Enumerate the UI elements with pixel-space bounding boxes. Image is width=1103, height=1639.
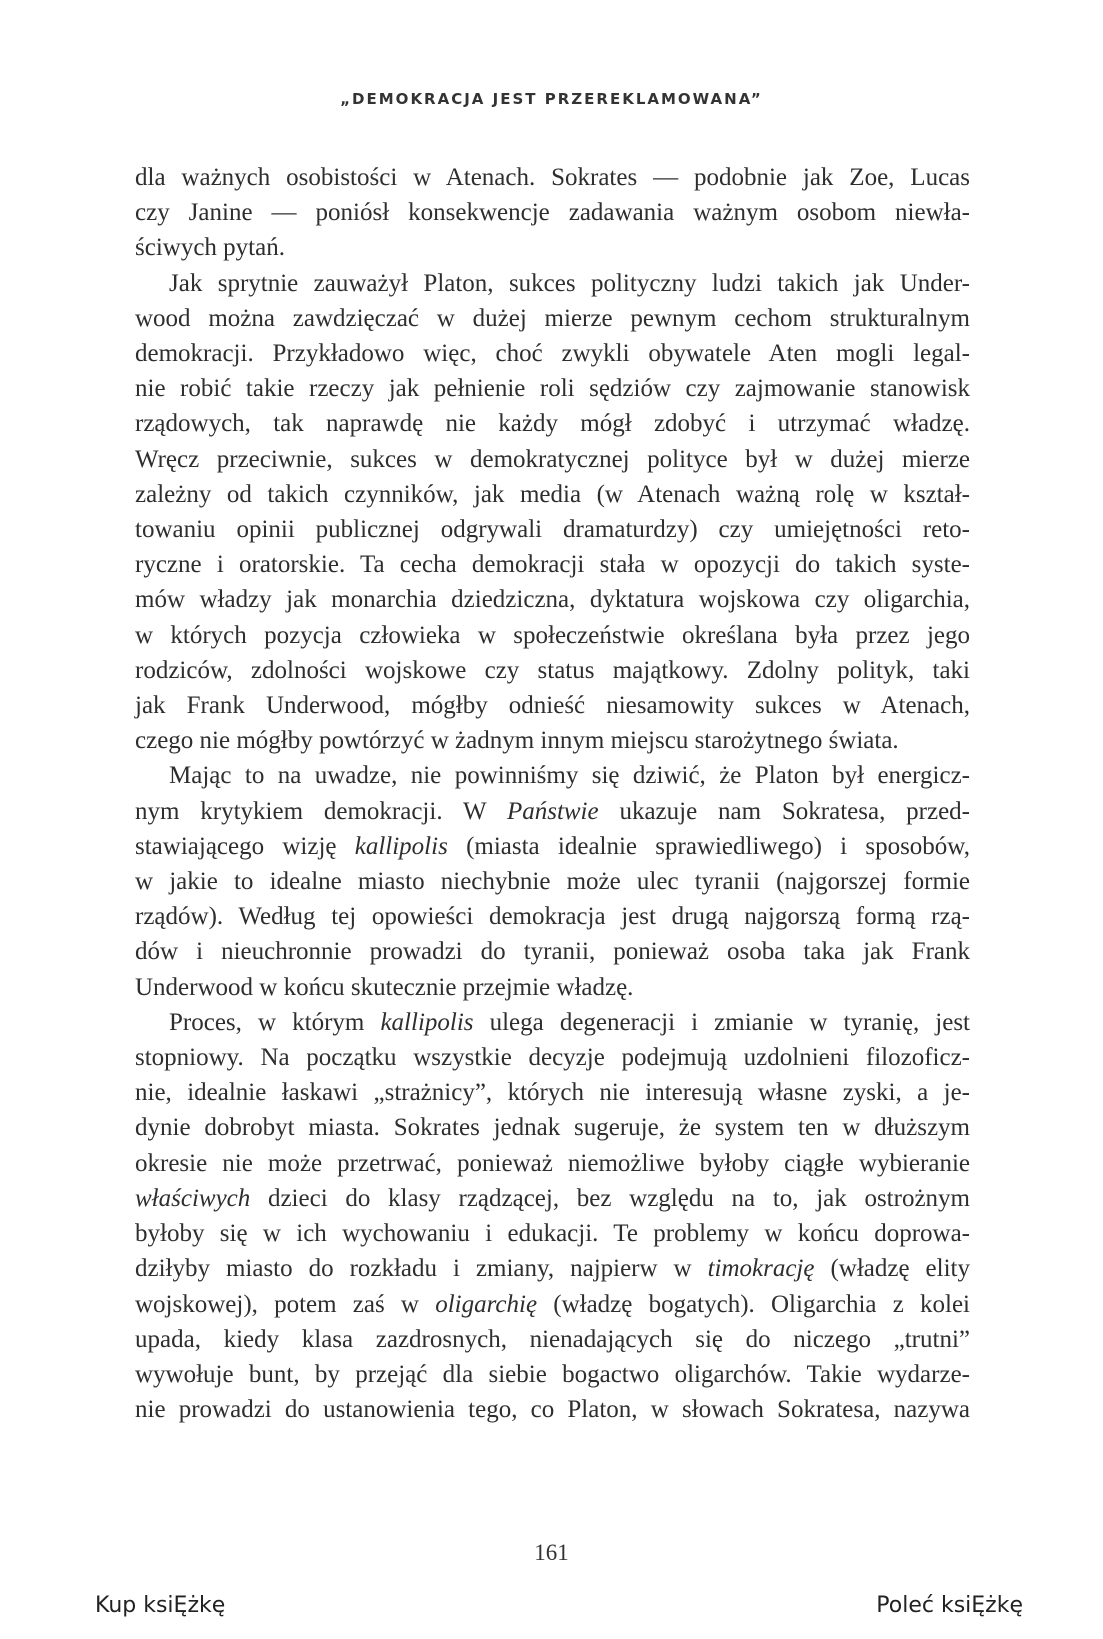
text-line: czego nie mógłby powtórzyć w żadnym innym miejscu starożytnego świata. <box>135 727 899 755</box>
text-line <box>135 829 970 864</box>
running-title: „DEMOKRACJA JEST PRZEREKLAMOWANA” <box>340 90 763 108</box>
text-line <box>135 1005 970 1040</box>
italic-term: właściwych <box>135 1184 251 1212</box>
text-run: ukazuje nam Sokratesa, przed- <box>598 797 970 825</box>
text-line: w których pozycja człowieka w społeczeństwie określana była przez jego <box>135 621 970 649</box>
text-line: upada, kiedy klasa zazdrosnych, nienadających się do niczego „trutni” <box>135 1325 970 1353</box>
text-run: Proces, w którym <box>169 1008 381 1036</box>
text-run: dziłyby miasto do rozkładu i zmiany, najpierw w <box>135 1255 708 1283</box>
text-line: w jakie to idealne miasto niechybnie może ulec tyranii (najgorszej formie <box>135 868 970 896</box>
page-number: 161 <box>534 1540 569 1565</box>
text-line: demokracji. Przykładowo więc, choć zwykli obywatele Aten mogli legal- <box>135 340 970 368</box>
italic-term: kallipolis <box>354 832 448 860</box>
text-line: nie prowadzi do ustanowienia tego, co Platon, w słowach Sokratesa, nazywa <box>135 1396 970 1424</box>
buy-book-link[interactable]: Kup ksiĘżkę <box>95 1593 226 1618</box>
text-line: mów władzy jak monarchia dziedziczna, dyktatura wojskowa czy oligarchia, <box>135 586 970 614</box>
text-run: ulega degeneracji i zmianie w tyranię, jest <box>473 1008 970 1036</box>
paragraph <box>135 1005 970 1427</box>
text-line: okresie nie może przetrwać, ponieważ niemożliwe byłoby ciągłe wybieranie <box>135 1149 970 1177</box>
text-line <box>135 1181 970 1216</box>
text-run: (władzę elity <box>814 1255 970 1283</box>
text-run: nym krytykiem demokracji. W <box>135 797 507 825</box>
recommend-book-link[interactable]: Poleć ksiĘżkę <box>876 1593 1023 1618</box>
text-line: towaniu opinii publicznej odgrywali dramaturdzy) czy umiejętności reto- <box>135 516 970 544</box>
text-line: Jak sprytnie zauważył Platon, sukces polityczny ludzi takich jak Under- <box>169 269 970 297</box>
text-line: wood można zawdzięczać w dużej mierze pewnym cechom strukturalnym <box>135 304 970 332</box>
text-line: rządów). Według tej opowieści demokracja jest drugą najgorszą formą rzą- <box>135 903 970 931</box>
text-line <box>135 1251 970 1286</box>
text-line: Wręcz przeciwnie, sukces w demokratycznej polityce był w dużej mierze <box>135 445 970 473</box>
text-line: rządowych, tak naprawdę nie każdy mógł zdobyć i utrzymać władzę. <box>135 410 970 438</box>
text-line: jak Frank Underwood, mógłby odnieść niesamowity sukces w Atenach, <box>135 692 970 720</box>
text-run: (władzę bogatych). Oligarchia z kolei <box>537 1290 970 1318</box>
text-line <box>135 1287 970 1322</box>
paragraph <box>135 758 970 1004</box>
text-line: dla ważnych osobistości w Atenach. Sokrates — podobnie jak Zoe, Lucas <box>135 164 970 191</box>
text-line: ściwych pytań. <box>135 234 285 262</box>
text-line: stopniowy. Na początku wszystkie decyzje podejmują uzdolnieni filozoficz- <box>135 1044 970 1072</box>
text-line: Mając to na uwadze, nie powinniśmy się dziwić, że Platon był energicz- <box>169 762 970 790</box>
italic-term: kallipolis <box>380 1008 474 1036</box>
text-run: (miasta idealnie sprawiedliwego) i sposobów, <box>447 832 970 860</box>
text-line: zależny od takich czynników, jak media (w Atenach ważną rolę w kształ- <box>135 480 970 508</box>
text-line: wywołuje bunt, by przejąć dla siebie bogactwo oligarchów. Takie wydarze- <box>135 1360 970 1388</box>
italic-term: oligarchię <box>435 1290 538 1318</box>
paragraph <box>135 266 970 759</box>
paragraph <box>135 160 970 266</box>
text-line: dów i nieuchronnie prowadzi do tyranii, ponieważ osoba taka jak Frank <box>135 938 970 966</box>
text-line: nie robić takie rzeczy jak pełnienie roli sędziów czy zajmowanie stanowisk <box>135 375 970 403</box>
italic-title: Państwie <box>506 797 599 825</box>
text-line: czy Janine — poniósł konsekwencje zadawania ważnym osobom niewła- <box>135 199 970 227</box>
text-run: stawiającego wizję <box>135 832 355 860</box>
text-run: dzieci do klasy rządzącej, bez względu na to, jak ostrożnym <box>250 1184 970 1212</box>
text-line: rodziców, zdolności wojskowe czy status majątkowy. Zdolny polityk, taki <box>135 656 970 684</box>
text-run: wojskowej), potem zaś w <box>135 1290 436 1318</box>
body-text <box>135 160 970 1427</box>
text-line: ryczne i oratorskie. Ta cecha demokracji stała w opozycji do takich syste- <box>135 551 970 579</box>
text-line: byłoby się w ich wychowaniu i edukacji. Te problemy w końcu doprowa- <box>135 1220 970 1248</box>
text-line: nie, idealnie łaskawi „strażnicy”, których nie interesują własne zyski, a je- <box>135 1079 970 1107</box>
text-line: dynie dobrobyt miasta. Sokrates jednak sugeruje, że system ten w dłuższym <box>135 1114 970 1142</box>
text-line: Underwood w końcu skutecznie przejmie władzę. <box>135 973 634 1001</box>
text-line <box>135 794 970 829</box>
italic-term: timokrację <box>707 1255 815 1283</box>
